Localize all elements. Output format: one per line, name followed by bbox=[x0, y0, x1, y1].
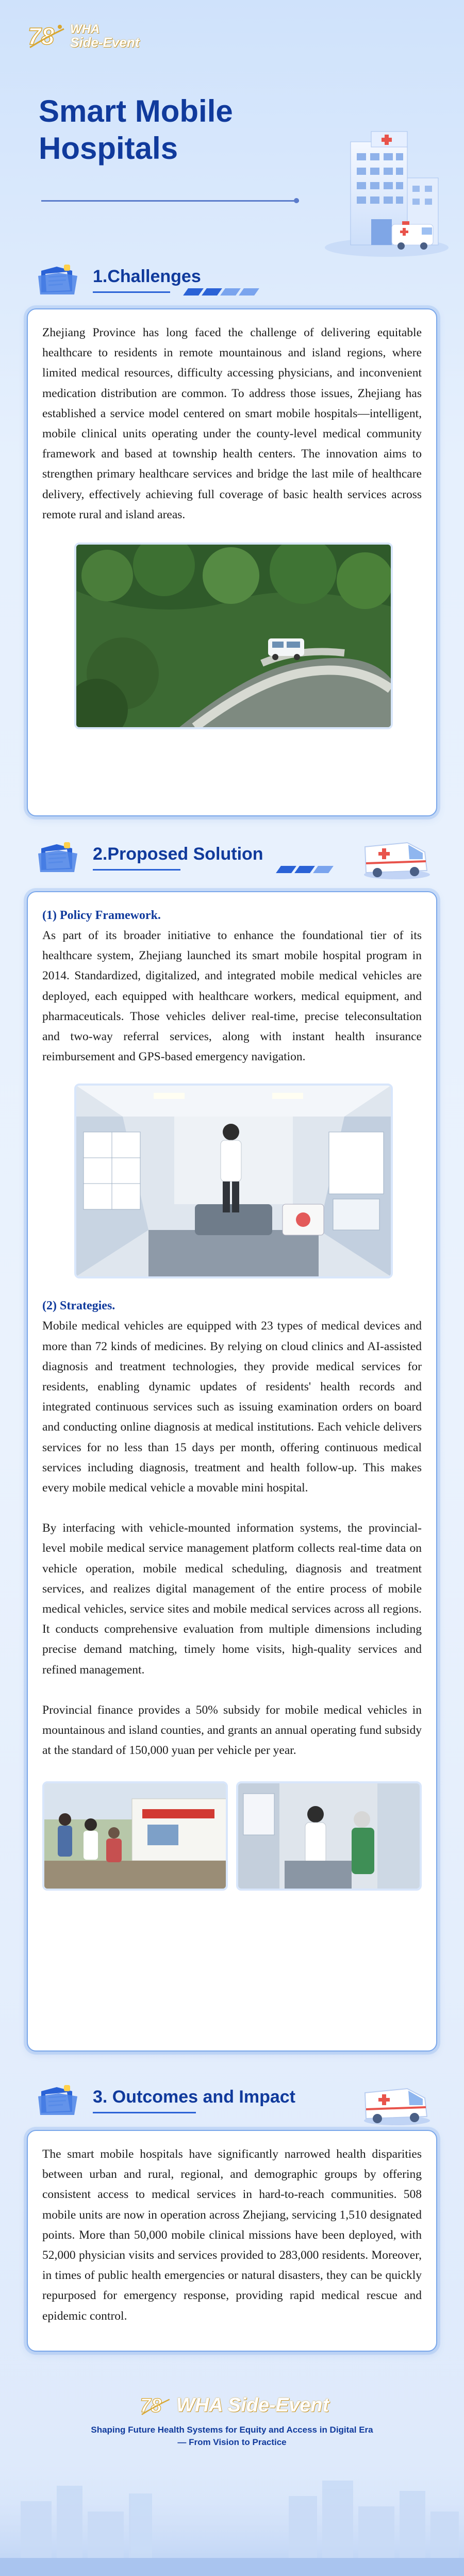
page-title: Smart Mobile Hospitals bbox=[39, 94, 233, 166]
policy-framework-paragraph: As part of its broader initiative to enhance the foundational tier of its healthcare system, Zhejiang launched its smart mobile hospital program in 2014. Standardized, digitalized, and integrated mobile medical vehicles are deployed, each equipped with healthcare workers, medical equipment, and pharmaceuticals. Those vehicles deliver real-time, precise teleconsultation and two-way referral services, along with instant health insurance reimbursement and GPS-based emergency navigation. bbox=[42, 929, 422, 1064]
folder-icon bbox=[36, 2081, 88, 2117]
hospital-building-illustration bbox=[314, 121, 449, 260]
section-title-outcomes: 3. Outcomes and Impact bbox=[93, 2087, 295, 2107]
strategies-heading: (2) Strategies. bbox=[42, 1299, 115, 1313]
challenges-header bbox=[36, 260, 438, 298]
ambulance-van-icon bbox=[361, 2077, 433, 2127]
folder-icon bbox=[36, 260, 88, 297]
section-underline bbox=[93, 291, 170, 293]
challenges-paragraph: Zhejiang Province has long faced the challenge of delivering equitable healthcare to residents in remote mountainous and island regions, where limited medical resources, difficulty accessing physicians, and inconvenient medication distribution are common. To address those issues, Zhejiang has established a service model centered on smart mobile hospitals—intelligent, mobile clinical units operating under the county-level medical community framework and based at township health centers. The innovation aims to strengthen primary healthcare services and bridge the last mile of healthcare delivery, effectively achieving full coverage of basic health services across remote rural and island areas. bbox=[42, 326, 422, 521]
section-title-challenges: 1.Challenges bbox=[93, 267, 201, 286]
logo-line2: Side-Event bbox=[70, 35, 140, 50]
section-stripes bbox=[186, 288, 257, 298]
strategies-paragraph-3: Provincial finance provides a 50% subsidy for mobile medical vehicles in mountainous and island counties, and grants an annual operating fund subsidy at the standard of 150,000 yuan per vehicle per year. bbox=[42, 1703, 422, 1758]
footer-logo-text: WHA Side-Event bbox=[176, 2394, 329, 2416]
logo-line1: WHA bbox=[70, 22, 100, 36]
folder-icon bbox=[36, 838, 88, 874]
ambulance-van-icon bbox=[361, 831, 433, 881]
strategies-paragraph-1: Mobile medical vehicles are equipped with 23 types of medical devices and more than 72 kinds of medicines. By relying on cloud clinics and AI-assisted diagnosis and treatment technologies, they provide medical services for residents, enabling dynamic updates of residents' health records and integrated continuous services such as issuing examination orders on board and conducting online diagnosis at medical institutions. Each vehicle delivers services for no less than 15 days per month, offering continuous medical services including diagnosis, treatment and health follow-up. This makes every mobile medical vehicle a movable mini hospital. bbox=[42, 1319, 422, 1495]
wha-logo bbox=[27, 22, 139, 51]
svg-text:78: 78 bbox=[28, 23, 55, 50]
section-stripes bbox=[278, 866, 331, 875]
footer bbox=[0, 2372, 464, 2576]
footer-logo bbox=[139, 2393, 329, 2418]
outcomes-paragraph: The smart mobile hospitals have significantly narrowed health disparities between urban and rural, regional, and demographic groups by offering consistent access to medical services in hard-to-reach communities. 508 mobile units are now in operation across Zhejiang, servicing 1,510 designated points. More than 50,000 mobile clinical missions have been deployed, with 52,000 physician visits and services provided to 283,000 residents. Moreover, in times of public health emergencies or natural disasters, they can be quickly repurposed for emergency response, providing rapid medical rescue and epidemic control. bbox=[42, 2147, 422, 2323]
wha-78-logo-icon bbox=[27, 22, 66, 51]
patient-consultation-photo bbox=[236, 1781, 422, 1891]
title-divider bbox=[41, 200, 299, 202]
vehicle-interior-photo bbox=[74, 1084, 393, 1278]
footer-slogan-line2: — From Vision to Practice bbox=[177, 2437, 287, 2447]
solution-card bbox=[27, 891, 437, 2052]
section-underline bbox=[93, 2112, 196, 2113]
mountain-road-photo bbox=[74, 543, 393, 729]
strategies-paragraph-2: By interfacing with vehicle-mounted information systems, the provincial-level mobile medical service management platform collects real-time data on vehicle operation, mobile medical scheduling, diagnosis and treatment services, and realizes digital management of the entire process of mobile medical vehicles, service sites and mobile medical services across all regions. It conducts comprehensive evaluation from multiple dimensions including precise demand matching, timely home visits, high-quality services and refined management. bbox=[42, 1521, 422, 1677]
section-title-solution: 2.Proposed Solution bbox=[93, 844, 263, 864]
wha-78-logo-icon bbox=[139, 2393, 171, 2418]
svg-text:78: 78 bbox=[140, 2394, 162, 2417]
challenges-card bbox=[27, 308, 437, 816]
outcomes-card bbox=[27, 2130, 437, 2352]
section-underline bbox=[93, 869, 180, 871]
footer-slogan-line1: Shaping Future Health Systems for Equity and Access in Digital Era bbox=[91, 2425, 373, 2435]
outdoor-clinic-photo bbox=[42, 1781, 228, 1891]
policy-framework-heading: (1) Policy Framework. bbox=[42, 909, 161, 922]
